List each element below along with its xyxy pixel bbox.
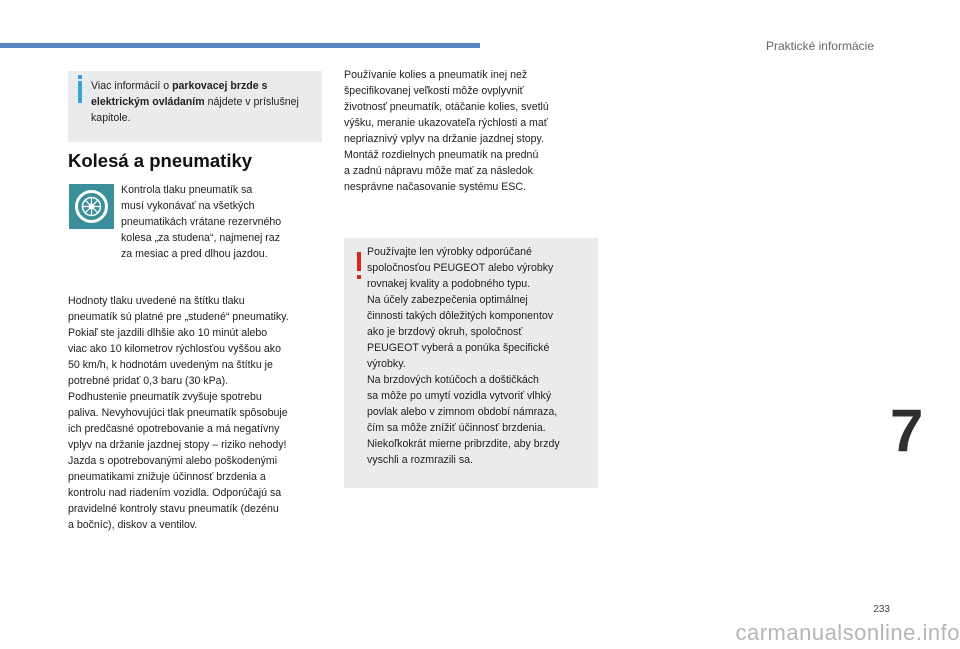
section-title: Kolesá a pneumatiky	[68, 150, 253, 171]
info-text	[91, 78, 313, 126]
wheel-size-text: Používanie kolies a pneumatík inej než špecifikovanej veľkosti môže ovplyvniť životnosť pneumatík, otáčanie kolies, svetlú výšku, meranie ukazovateľa rýchlosti a mať nepriaznivý vplyv na držanie jazdnej stopy. Montáž rozdielnych pneumatík na prednú a zadnú nápravu môže mať za následok nesprávne načasovanie systému ESC.	[344, 69, 549, 193]
tire-icon	[69, 184, 114, 229]
warning-text: Používajte len výrobky odporúčané spoločnosťou PEUGEOT alebo výrobky rovnakej kvality a podobného typu. Na účely zabezpečenia optimálnej činnosti takých dôležitých komponentov ako je brzdový okruh, spoločnosť PEUGEOT vyberá a ponúka špecifické výrobky. Na brzdových kotúčoch a doštičkách sa môže po umytí vozidla vytvoriť vlhký povlak alebo v zimnom období námraza, čím sa môže znížiť účinnosť brzdenia. Niekoľkokrát mierne pribrzdite, aby brzdy vyschli a rozmrazili sa.	[367, 246, 560, 466]
chapter-number: 7	[890, 397, 924, 464]
tire-pressure-body-text: Hodnoty tlaku uvedené na štítku tlaku pneumatík sú platné pre „studené“ pneumatiky. Pokiaľ ste jazdili dlhšie ako 10 minút alebo viac ako 10 kilometrov rýchlosťou vyššou ako 50 km/h, k hodnotám uvedeným na štítku je potrebné pridať 0,3 baru (30 kPa). Podhustenie pneumatík zvyšuje spotrebu paliva. Nevyhovujúci tlak pneumatík spôsobuje ich predčasné opotrebovanie a má negatívny vplyv na držanie jazdnej stopy – riziko nehody! Jazda s opotrebovanými alebo poškodenými pneumatikami znižuje účinnosť brzdenia a kontrolu nad riadením vozidla. Odporúčajú sa pravidelné kontroly stavu pneumatík (dezénu a bočníc), diskov a ventilov.	[68, 295, 289, 531]
watermark-text: carmanualsonline.info	[735, 620, 960, 645]
page-number: 233	[873, 604, 890, 615]
warning-icon	[354, 252, 364, 280]
header-accent-bar	[0, 43, 480, 48]
info-icon-dot	[78, 75, 82, 79]
info-icon	[78, 81, 82, 103]
info-text-prefix: Viac informácií o	[91, 80, 173, 92]
warning-box	[344, 238, 598, 488]
tire-pressure-note: Kontrola tlaku pneumatík sa musí vykonávať na všetkých pneumatikách vrátane rezervného kolesa „za studena“, najmenej raz za mesiac a pred dlhou jazdou.	[121, 184, 282, 260]
page-header-title: Praktické informácie	[765, 39, 874, 53]
info-text-suffix: nájdete v príslušnej kapitole.	[91, 96, 299, 124]
tire-pressure-icon	[69, 184, 114, 229]
info-text-bold: parkovacej brzde s elektrickým ovládaním	[91, 80, 268, 108]
info-box	[68, 71, 322, 142]
